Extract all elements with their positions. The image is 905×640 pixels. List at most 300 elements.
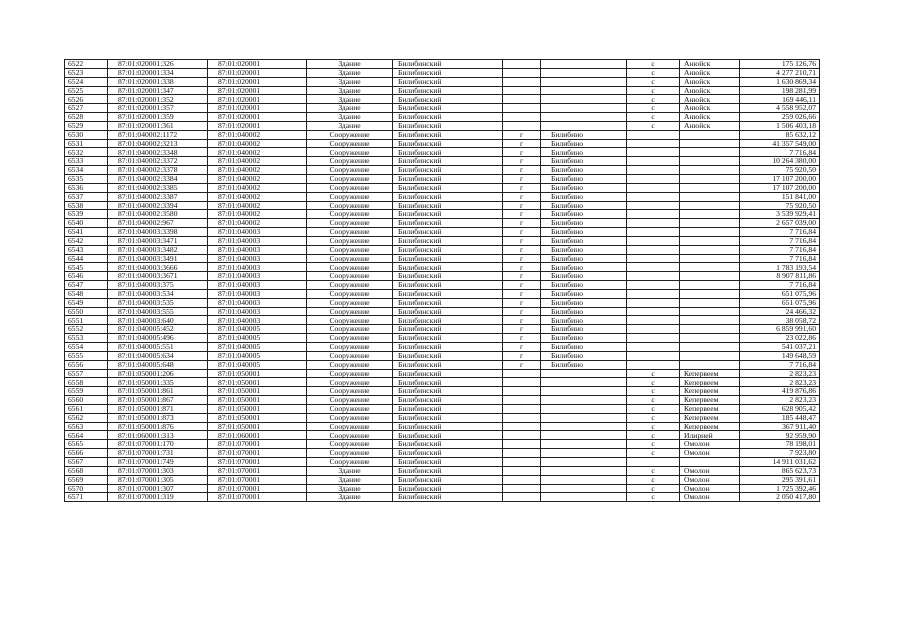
- cadastral-quarter-cell: 87:01:050001: [208, 369, 307, 378]
- city-type-cell: г: [503, 360, 541, 369]
- cadastral-value-cell: 2 050 417,80: [740, 493, 820, 502]
- cadastral-value-cell: 92 959,90: [740, 431, 820, 440]
- district-cell: Билибинский: [393, 493, 503, 502]
- district-cell: Билибинский: [393, 113, 503, 122]
- object-type-cell: Сооружение: [307, 431, 393, 440]
- settlement-name-cell: [680, 245, 740, 254]
- city-type-cell: [503, 484, 541, 493]
- row-number-cell: 6531: [65, 139, 108, 148]
- district-cell: Билибинский: [393, 254, 503, 263]
- settlement-name-cell: [680, 148, 740, 157]
- settlement-name-cell: [680, 157, 740, 166]
- settlement-name-cell: [680, 289, 740, 298]
- city-name-cell: Билибино: [541, 139, 627, 148]
- row-number-cell: 6528: [65, 113, 108, 122]
- cadastral-value-cell: 175 126,76: [740, 60, 820, 69]
- cadastral-number-cell: 87:01:070001:303: [108, 466, 208, 475]
- city-name-cell: Билибино: [541, 281, 627, 290]
- settlement-type-cell: с: [627, 378, 680, 387]
- city-name-cell: Билибино: [541, 334, 627, 343]
- object-type-cell: Сооружение: [307, 360, 393, 369]
- object-type-cell: Сооружение: [307, 174, 393, 183]
- cadastral-number-cell: 87:01:040002:3385: [108, 183, 208, 192]
- city-type-cell: г: [503, 272, 541, 281]
- city-name-cell: Билибино: [541, 272, 627, 281]
- row-number-cell: 6535: [65, 174, 108, 183]
- district-cell: Билибинский: [393, 360, 503, 369]
- row-number-cell: 6532: [65, 148, 108, 157]
- cadastral-quarter-cell: 87:01:070001: [208, 475, 307, 484]
- settlement-name-cell: [680, 334, 740, 343]
- district-cell: Билибинский: [393, 139, 503, 148]
- city-type-cell: г: [503, 148, 541, 157]
- object-type-cell: Сооружение: [307, 404, 393, 413]
- district-cell: Билибинский: [393, 378, 503, 387]
- cadastral-number-cell: 87:01:020001:357: [108, 104, 208, 113]
- cadastral-quarter-cell: 87:01:040003: [208, 281, 307, 290]
- cadastral-value-cell: 259 026,66: [740, 113, 820, 122]
- district-cell: Билибинский: [393, 95, 503, 104]
- settlement-name-cell: [680, 219, 740, 228]
- district-cell: Билибинский: [393, 307, 503, 316]
- object-type-cell: Здание: [307, 113, 393, 122]
- object-type-cell: Сооружение: [307, 201, 393, 210]
- settlement-type-cell: [627, 307, 680, 316]
- settlement-type-cell: с: [627, 449, 680, 458]
- table-row: [65, 457, 820, 466]
- object-type-cell: Сооружение: [307, 130, 393, 139]
- cadastral-number-cell: 87:01:050001:861: [108, 387, 208, 396]
- city-type-cell: [503, 113, 541, 122]
- settlement-type-cell: с: [627, 493, 680, 502]
- city-type-cell: [503, 387, 541, 396]
- city-type-cell: [503, 369, 541, 378]
- cadastral-quarter-cell: 87:01:050001: [208, 396, 307, 405]
- row-number-cell: 6529: [65, 121, 108, 130]
- district-cell: Билибинский: [393, 219, 503, 228]
- settlement-name-cell: Омолон: [680, 466, 740, 475]
- settlement-type-cell: [627, 130, 680, 139]
- table-row: [65, 219, 820, 228]
- settlement-type-cell: [627, 289, 680, 298]
- settlement-name-cell: Омолон: [680, 484, 740, 493]
- row-number-cell: 6571: [65, 493, 108, 502]
- settlement-name-cell: [680, 281, 740, 290]
- settlement-name-cell: [680, 236, 740, 245]
- cadastral-value-cell: 367 911,40: [740, 422, 820, 431]
- row-number-cell: 6543: [65, 245, 108, 254]
- cadastral-number-cell: 87:01:050001:873: [108, 413, 208, 422]
- table-row: [65, 360, 820, 369]
- row-number-cell: 6566: [65, 449, 108, 458]
- row-number-cell: 6564: [65, 431, 108, 440]
- settlement-type-cell: [627, 245, 680, 254]
- cadastral-quarter-cell: 87:01:020001: [208, 95, 307, 104]
- district-cell: Билибинский: [393, 210, 503, 219]
- row-number-cell: 6527: [65, 104, 108, 113]
- city-name-cell: [541, 121, 627, 130]
- cadastral-quarter-cell: 87:01:040003: [208, 228, 307, 237]
- cadastral-quarter-cell: 87:01:040003: [208, 245, 307, 254]
- registry-table-body: [65, 60, 820, 502]
- settlement-name-cell: Омолон: [680, 493, 740, 502]
- city-name-cell: [541, 449, 627, 458]
- cadastral-number-cell: 87:01:040003:640: [108, 316, 208, 325]
- table-row: [65, 396, 820, 405]
- table-row: [65, 484, 820, 493]
- city-type-cell: [503, 104, 541, 113]
- district-cell: Билибинский: [393, 130, 503, 139]
- cadastral-number-cell: 87:01:020001:359: [108, 113, 208, 122]
- object-type-cell: Сооружение: [307, 254, 393, 263]
- row-number-cell: 6538: [65, 201, 108, 210]
- row-number-cell: 6536: [65, 183, 108, 192]
- city-type-cell: г: [503, 139, 541, 148]
- city-name-cell: [541, 77, 627, 86]
- settlement-name-cell: Анюйск: [680, 68, 740, 77]
- settlement-name-cell: [680, 166, 740, 175]
- city-type-cell: [503, 422, 541, 431]
- city-name-cell: Билибино: [541, 201, 627, 210]
- cadastral-quarter-cell: 87:01:040002: [208, 139, 307, 148]
- city-name-cell: Билибино: [541, 210, 627, 219]
- district-cell: Билибинский: [393, 60, 503, 69]
- cadastral-number-cell: 87:01:040005:634: [108, 351, 208, 360]
- row-number-cell: 6522: [65, 60, 108, 69]
- cadastral-quarter-cell: 87:01:050001: [208, 422, 307, 431]
- table-row: [65, 166, 820, 175]
- table-row: [65, 263, 820, 272]
- settlement-name-cell: [680, 192, 740, 201]
- settlement-type-cell: с: [627, 104, 680, 113]
- object-type-cell: Сооружение: [307, 166, 393, 175]
- city-name-cell: Билибино: [541, 298, 627, 307]
- cadastral-quarter-cell: 87:01:040002: [208, 130, 307, 139]
- table-row: [65, 60, 820, 69]
- settlement-name-cell: [680, 343, 740, 352]
- cadastral-number-cell: 87:01:040005:496: [108, 334, 208, 343]
- cadastral-quarter-cell: 87:01:040002: [208, 192, 307, 201]
- cadastral-quarter-cell: 87:01:040005: [208, 334, 307, 343]
- city-name-cell: [541, 457, 627, 466]
- cadastral-value-cell: 7 716,84: [740, 245, 820, 254]
- settlement-type-cell: с: [627, 422, 680, 431]
- city-type-cell: г: [503, 166, 541, 175]
- cadastral-quarter-cell: 87:01:050001: [208, 378, 307, 387]
- cadastral-quarter-cell: 87:01:020001: [208, 86, 307, 95]
- city-type-cell: [503, 121, 541, 130]
- table-row: [65, 272, 820, 281]
- city-type-cell: г: [503, 219, 541, 228]
- cadastral-quarter-cell: 87:01:040003: [208, 272, 307, 281]
- cadastral-value-cell: 38 058,72: [740, 316, 820, 325]
- cadastral-value-cell: 185 448,47: [740, 413, 820, 422]
- row-number-cell: 6562: [65, 413, 108, 422]
- cadastral-value-cell: 865 623,73: [740, 466, 820, 475]
- table-row: [65, 139, 820, 148]
- settlement-type-cell: [627, 281, 680, 290]
- district-cell: Билибинский: [393, 104, 503, 113]
- cadastral-number-cell: 87:01:040003:3666: [108, 263, 208, 272]
- city-name-cell: Билибино: [541, 130, 627, 139]
- row-number-cell: 6556: [65, 360, 108, 369]
- cadastral-number-cell: 87:01:040003:3491: [108, 254, 208, 263]
- table-row: [65, 466, 820, 475]
- object-type-cell: Сооружение: [307, 298, 393, 307]
- row-number-cell: 6565: [65, 440, 108, 449]
- city-type-cell: г: [503, 307, 541, 316]
- city-name-cell: [541, 60, 627, 69]
- object-type-cell: Сооружение: [307, 387, 393, 396]
- cadastral-number-cell: 87:01:020001:361: [108, 121, 208, 130]
- city-type-cell: [503, 457, 541, 466]
- object-type-cell: Сооружение: [307, 351, 393, 360]
- settlement-type-cell: [627, 219, 680, 228]
- settlement-name-cell: Кепервеем: [680, 413, 740, 422]
- object-type-cell: Сооружение: [307, 440, 393, 449]
- settlement-type-cell: с: [627, 396, 680, 405]
- settlement-type-cell: [627, 325, 680, 334]
- object-type-cell: Сооружение: [307, 325, 393, 334]
- cadastral-quarter-cell: 87:01:070001: [208, 440, 307, 449]
- district-cell: Билибинский: [393, 475, 503, 484]
- table-row: [65, 316, 820, 325]
- object-type-cell: Сооружение: [307, 281, 393, 290]
- cadastral-number-cell: 87:01:040005:648: [108, 360, 208, 369]
- city-name-cell: [541, 422, 627, 431]
- city-name-cell: Билибино: [541, 157, 627, 166]
- object-type-cell: Сооружение: [307, 307, 393, 316]
- table-row: [65, 210, 820, 219]
- district-cell: Билибинский: [393, 298, 503, 307]
- city-name-cell: Билибино: [541, 351, 627, 360]
- city-name-cell: [541, 431, 627, 440]
- row-number-cell: 6547: [65, 281, 108, 290]
- cadastral-number-cell: 87:01:050001:867: [108, 396, 208, 405]
- row-number-cell: 6554: [65, 343, 108, 352]
- district-cell: Билибинский: [393, 440, 503, 449]
- city-type-cell: г: [503, 263, 541, 272]
- object-type-cell: Сооружение: [307, 192, 393, 201]
- table-row: [65, 236, 820, 245]
- cadastral-quarter-cell: 87:01:040003: [208, 289, 307, 298]
- settlement-type-cell: с: [627, 95, 680, 104]
- city-type-cell: г: [503, 298, 541, 307]
- row-number-cell: 6550: [65, 307, 108, 316]
- object-type-cell: Здание: [307, 60, 393, 69]
- settlement-type-cell: [627, 298, 680, 307]
- cadastral-quarter-cell: 87:01:020001: [208, 113, 307, 122]
- row-number-cell: 6549: [65, 298, 108, 307]
- district-cell: Билибинский: [393, 343, 503, 352]
- city-name-cell: Билибино: [541, 174, 627, 183]
- cadastral-quarter-cell: 87:01:070001: [208, 484, 307, 493]
- settlement-type-cell: с: [627, 431, 680, 440]
- cadastral-value-cell: 17 107 200,00: [740, 183, 820, 192]
- city-name-cell: Билибино: [541, 307, 627, 316]
- cadastral-value-cell: 6 859 991,60: [740, 325, 820, 334]
- city-name-cell: [541, 95, 627, 104]
- table-row: [65, 254, 820, 263]
- cadastral-value-cell: 2 657 039,00: [740, 219, 820, 228]
- row-number-cell: 6563: [65, 422, 108, 431]
- cadastral-quarter-cell: 87:01:050001: [208, 404, 307, 413]
- object-type-cell: Сооружение: [307, 219, 393, 228]
- city-name-cell: Билибино: [541, 228, 627, 237]
- object-type-cell: Сооружение: [307, 183, 393, 192]
- row-number-cell: 6551: [65, 316, 108, 325]
- settlement-type-cell: [627, 316, 680, 325]
- city-name-cell: [541, 440, 627, 449]
- district-cell: Билибинский: [393, 316, 503, 325]
- object-type-cell: Здание: [307, 104, 393, 113]
- cadastral-number-cell: 87:01:040002:3372: [108, 157, 208, 166]
- table-row: [65, 387, 820, 396]
- settlement-name-cell: [680, 457, 740, 466]
- object-type-cell: Сооружение: [307, 396, 393, 405]
- city-type-cell: [503, 466, 541, 475]
- settlement-name-cell: [680, 272, 740, 281]
- settlement-name-cell: Кепервеем: [680, 369, 740, 378]
- settlement-type-cell: [627, 157, 680, 166]
- city-name-cell: [541, 475, 627, 484]
- object-type-cell: Сооружение: [307, 148, 393, 157]
- cadastral-number-cell: 87:01:040002:967: [108, 219, 208, 228]
- object-type-cell: Здание: [307, 77, 393, 86]
- settlement-type-cell: [627, 351, 680, 360]
- table-row: [65, 378, 820, 387]
- city-type-cell: г: [503, 183, 541, 192]
- object-type-cell: Сооружение: [307, 413, 393, 422]
- object-type-cell: Сооружение: [307, 449, 393, 458]
- cadastral-number-cell: 87:01:070001:749: [108, 457, 208, 466]
- settlement-type-cell: [627, 139, 680, 148]
- cadastral-number-cell: 87:01:040005:551: [108, 343, 208, 352]
- district-cell: Билибинский: [393, 228, 503, 237]
- district-cell: Билибинский: [393, 369, 503, 378]
- cadastral-quarter-cell: 87:01:020001: [208, 121, 307, 130]
- cadastral-value-cell: 14 911 031,62: [740, 457, 820, 466]
- cadastral-number-cell: 87:01:070001:319: [108, 493, 208, 502]
- cadastral-number-cell: 87:01:040002:3384: [108, 174, 208, 183]
- settlement-type-cell: с: [627, 113, 680, 122]
- table-row: [65, 493, 820, 502]
- cadastral-value-cell: 23 022,86: [740, 334, 820, 343]
- settlement-type-cell: [627, 334, 680, 343]
- row-number-cell: 6559: [65, 387, 108, 396]
- cadastral-number-cell: 87:01:020001:347: [108, 86, 208, 95]
- table-row: [65, 307, 820, 316]
- settlement-name-cell: [680, 316, 740, 325]
- city-type-cell: [503, 413, 541, 422]
- cadastral-value-cell: 3 539 929,41: [740, 210, 820, 219]
- settlement-type-cell: с: [627, 86, 680, 95]
- city-name-cell: Билибино: [541, 263, 627, 272]
- city-name-cell: Билибино: [541, 289, 627, 298]
- object-type-cell: Сооружение: [307, 457, 393, 466]
- cadastral-quarter-cell: 87:01:020001: [208, 68, 307, 77]
- city-type-cell: г: [503, 236, 541, 245]
- city-type-cell: [503, 440, 541, 449]
- settlement-type-cell: [627, 272, 680, 281]
- cadastral-quarter-cell: 87:01:040002: [208, 201, 307, 210]
- row-number-cell: 6567: [65, 457, 108, 466]
- cadastral-value-cell: 149 648,59: [740, 351, 820, 360]
- row-number-cell: 6525: [65, 86, 108, 95]
- settlement-type-cell: [627, 457, 680, 466]
- cadastral-value-cell: 198 281,99: [740, 86, 820, 95]
- cadastral-quarter-cell: 87:01:040005: [208, 351, 307, 360]
- cadastral-quarter-cell: 87:01:020001: [208, 104, 307, 113]
- table-row: [65, 413, 820, 422]
- city-type-cell: [503, 77, 541, 86]
- settlement-name-cell: [680, 298, 740, 307]
- city-type-cell: г: [503, 316, 541, 325]
- settlement-name-cell: [680, 210, 740, 219]
- district-cell: Билибинский: [393, 245, 503, 254]
- settlement-name-cell: Анюйск: [680, 60, 740, 69]
- district-cell: Билибинский: [393, 68, 503, 77]
- settlement-type-cell: [627, 343, 680, 352]
- cadastral-value-cell: 10 264 380,00: [740, 157, 820, 166]
- cadastral-number-cell: 87:01:040003:3471: [108, 236, 208, 245]
- settlement-type-cell: с: [627, 387, 680, 396]
- cadastral-value-cell: 7 716,84: [740, 254, 820, 263]
- settlement-type-cell: [627, 174, 680, 183]
- cadastral-value-cell: 1 630 869,34: [740, 77, 820, 86]
- row-number-cell: 6570: [65, 484, 108, 493]
- city-type-cell: [503, 493, 541, 502]
- object-type-cell: Сооружение: [307, 263, 393, 272]
- district-cell: Билибинский: [393, 404, 503, 413]
- row-number-cell: 6523: [65, 68, 108, 77]
- settlement-type-cell: [627, 210, 680, 219]
- settlement-name-cell: [680, 325, 740, 334]
- cadastral-number-cell: 87:01:070001:307: [108, 484, 208, 493]
- cadastral-value-cell: 85 632,12: [740, 130, 820, 139]
- object-type-cell: Здание: [307, 484, 393, 493]
- cadastral-number-cell: 87:01:040002:3378: [108, 166, 208, 175]
- table-row: [65, 228, 820, 237]
- cadastral-quarter-cell: 87:01:050001: [208, 387, 307, 396]
- cadastral-number-cell: 87:01:040003:535: [108, 298, 208, 307]
- table-row: [65, 148, 820, 157]
- cadastral-number-cell: 87:01:050001:206: [108, 369, 208, 378]
- settlement-name-cell: Анюйск: [680, 104, 740, 113]
- cadastral-quarter-cell: 87:01:040005: [208, 325, 307, 334]
- district-cell: Билибинский: [393, 351, 503, 360]
- city-type-cell: г: [503, 228, 541, 237]
- cadastral-number-cell: 87:01:040002:3387: [108, 192, 208, 201]
- district-cell: Билибинский: [393, 387, 503, 396]
- table-row: [65, 431, 820, 440]
- object-type-cell: Сооружение: [307, 289, 393, 298]
- district-cell: Билибинский: [393, 148, 503, 157]
- row-number-cell: 6557: [65, 369, 108, 378]
- city-type-cell: г: [503, 289, 541, 298]
- row-number-cell: 6545: [65, 263, 108, 272]
- district-cell: Билибинский: [393, 236, 503, 245]
- object-type-cell: Сооружение: [307, 422, 393, 431]
- cadastral-quarter-cell: 87:01:040002: [208, 219, 307, 228]
- settlement-name-cell: Кепервеем: [680, 396, 740, 405]
- city-name-cell: Билибино: [541, 316, 627, 325]
- city-type-cell: г: [503, 281, 541, 290]
- row-number-cell: 6540: [65, 219, 108, 228]
- city-type-cell: [503, 449, 541, 458]
- settlement-name-cell: [680, 263, 740, 272]
- row-number-cell: 6552: [65, 325, 108, 334]
